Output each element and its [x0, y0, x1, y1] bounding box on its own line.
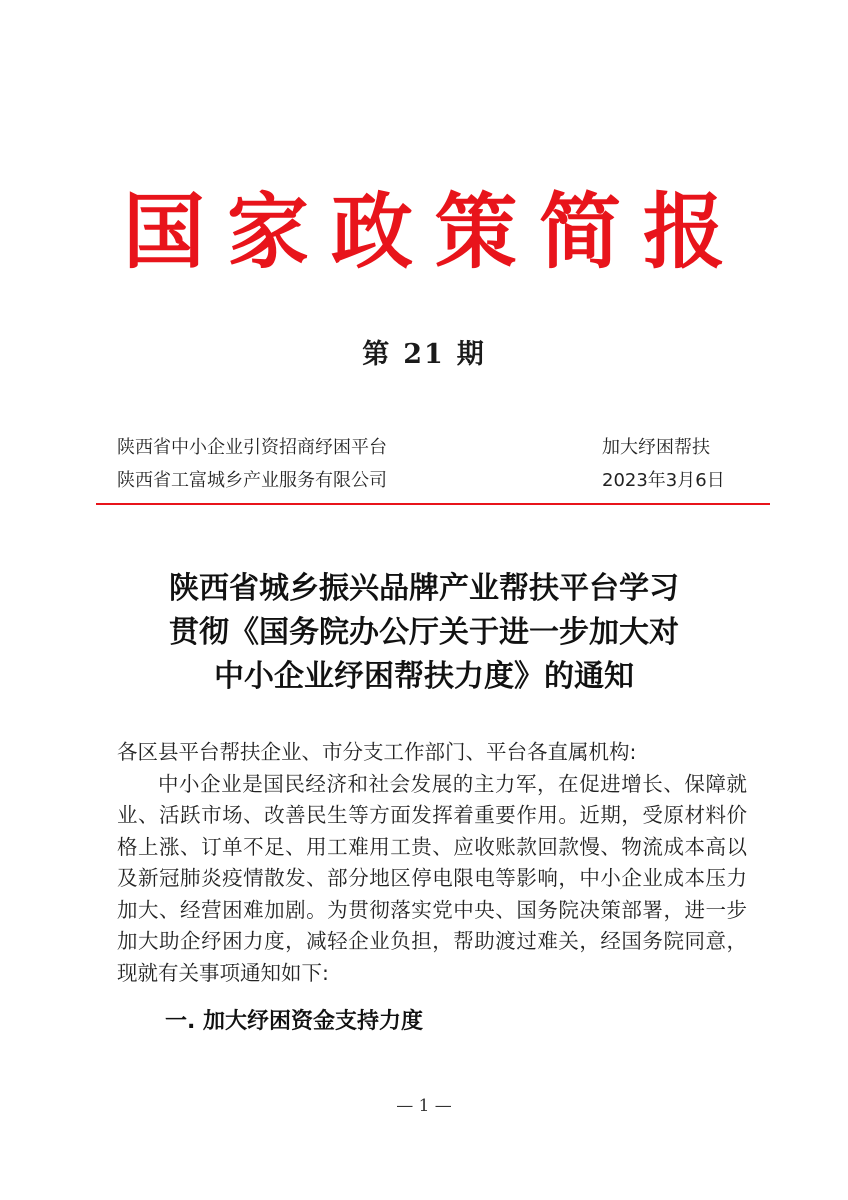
title-line-1: 陕西省城乡振兴品牌产业帮扶平台学习 [169, 571, 679, 606]
document-body [117, 737, 747, 989]
document-title [0, 567, 848, 699]
issuing-platform: 陕西省中小企业引资招商纾困平台 [117, 437, 387, 458]
title-line-2: 贯彻《国务院办公厅关于进一步加大对 [169, 615, 679, 650]
issue-number [0, 332, 848, 371]
title-line-3: 中小企业纾困帮扶力度》的通知 [214, 659, 634, 694]
meta-row-1 [117, 433, 732, 459]
issue-prefix: 第 [362, 339, 392, 370]
body-paragraph: 中小企业是国民经济和社会发展的主力军，在促进增长、保障就业、活跃市场、改善民生等方面发挥着重要作用。近期，受原材料价格上涨、订单不足、用工难用工贵、应收账款回款慢、物流成本高以及新冠肺炎疫情散发、部分地区停电限电等影响，中小企业成本压力加大、经营困难加剧。为贯彻落实党中央、国务院决策部署，进一步加大助企纾困力度，减轻企业负担，帮助渡过难关，经国务院同意，现就有关事项通知如下: [117, 771, 747, 985]
issue-date: 2023年3月6日 [602, 470, 725, 491]
red-divider [96, 503, 770, 505]
section-heading: 一. 加大纾困资金支持力度 [165, 1009, 424, 1034]
meta-row-2 [117, 466, 732, 492]
issue-value: 21 [403, 339, 445, 370]
salutation: 各区县平台帮扶企业、市分支工作部门、平台各直属机构: [117, 740, 637, 764]
category-label: 加大纾困帮扶 [602, 437, 710, 458]
masthead-title: 国家政策简报 [122, 184, 747, 280]
issue-suffix: 期 [456, 339, 486, 370]
page-number: — 1 — [396, 1096, 452, 1116]
issuing-company: 陕西省工富城乡产业服务有限公司 [117, 470, 387, 491]
